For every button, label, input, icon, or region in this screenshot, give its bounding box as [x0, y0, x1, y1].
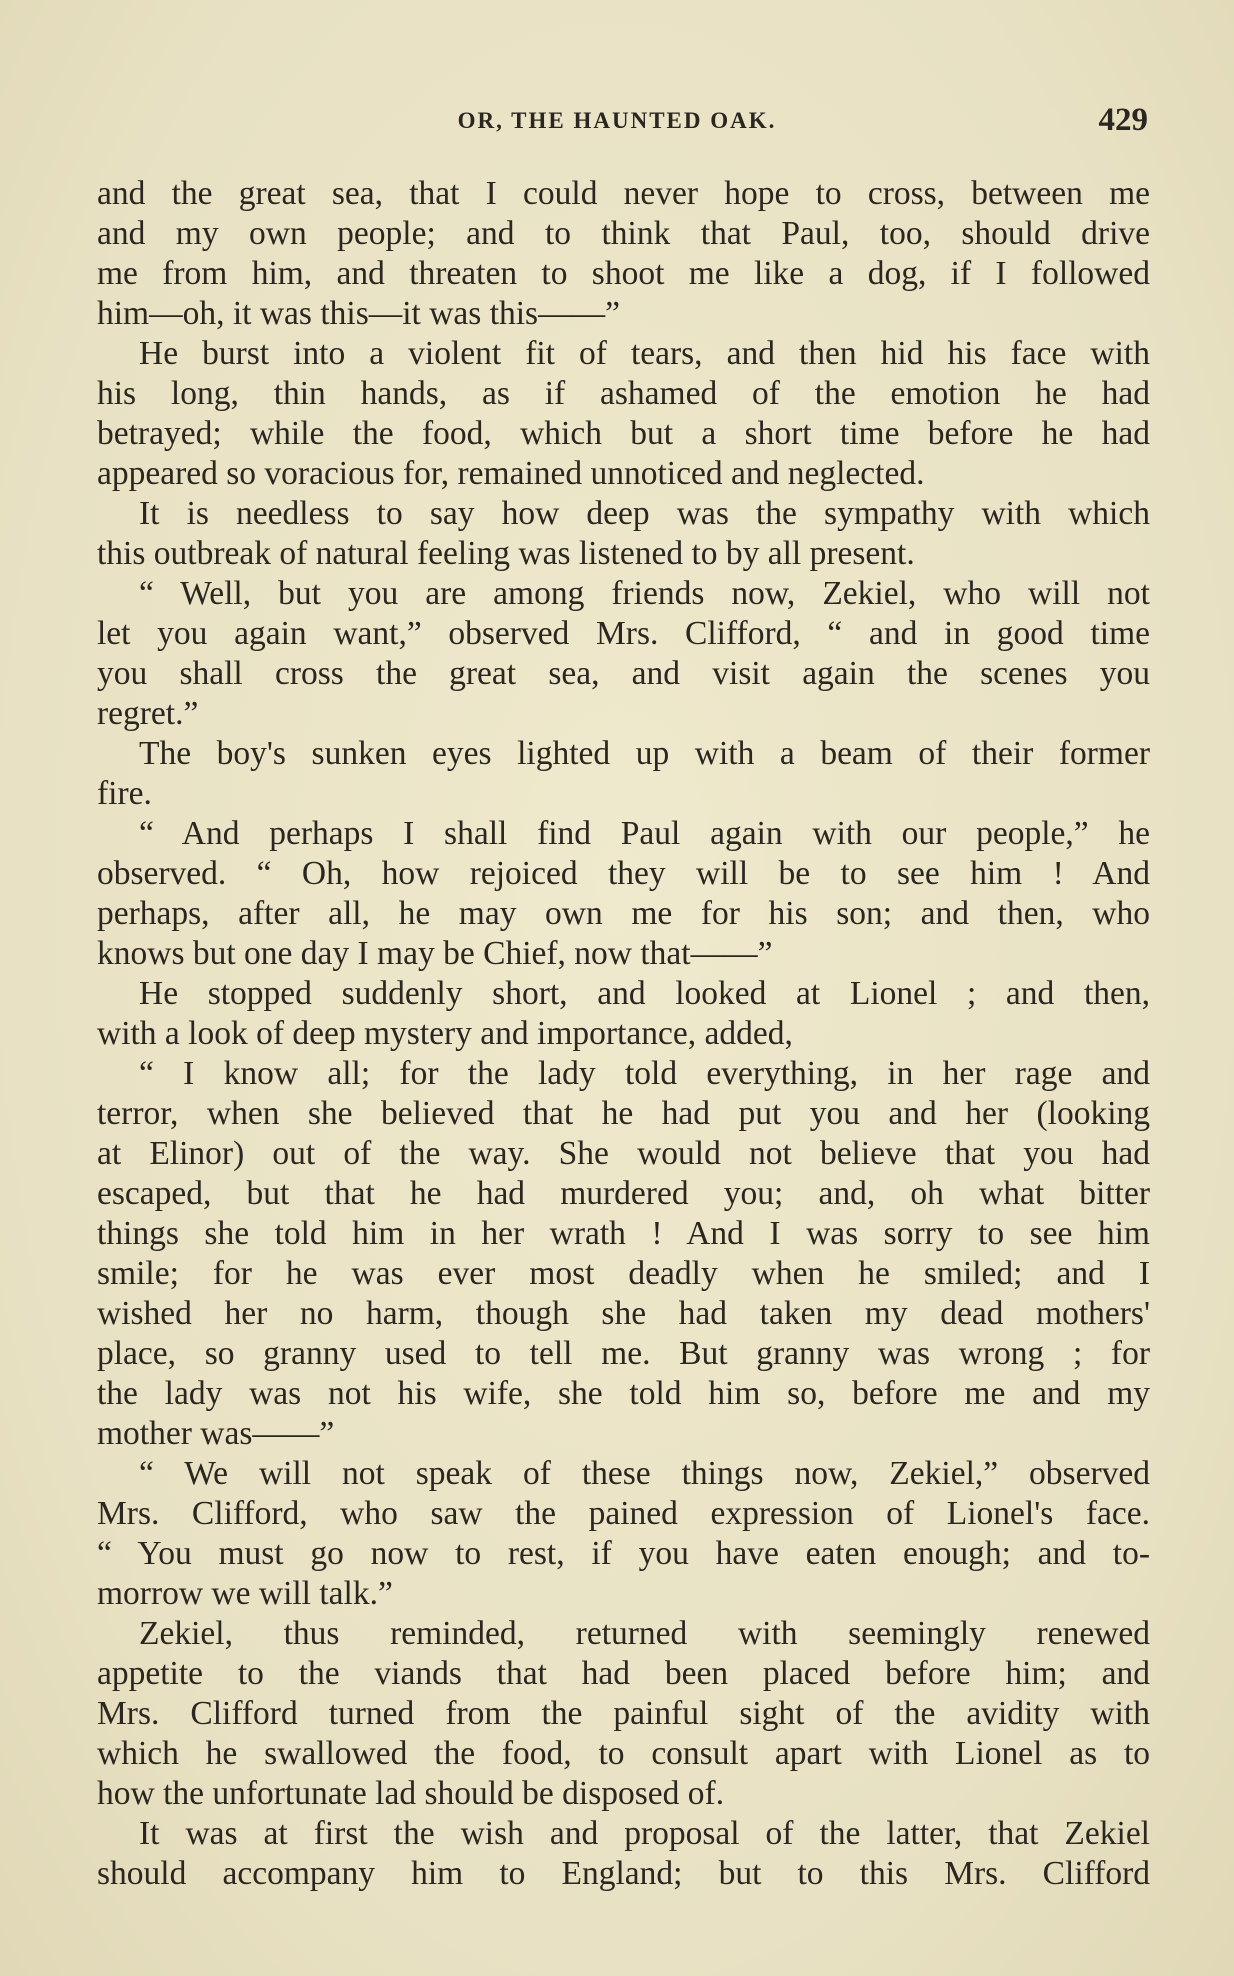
text-line: “ We will not speak of these things now, Zekiel,” observed: [139, 1455, 1150, 1492]
text-line: let you again want,” observed Mrs. Clifford, “ and in good time: [97, 615, 1150, 652]
text-line: Mrs. Clifford turned from the painful sight of the avidity with: [97, 1695, 1150, 1732]
text-line: regret.”: [97, 695, 199, 732]
text-line: terror, when she believed that he had put you and her (looking: [97, 1095, 1150, 1132]
text-line: wished her no harm, though she had taken my dead mothers': [97, 1295, 1150, 1332]
text-line: betrayed; while the food, which but a short time before he had: [97, 415, 1150, 452]
text-line: how the unfortunate lad should be disposed of.: [97, 1775, 725, 1812]
page-number: 429: [1098, 102, 1148, 138]
text-line: escaped, but that he had murdered you; and, oh what bitter: [97, 1175, 1150, 1212]
text-line: Zekiel, thus reminded, returned with seemingly renewed: [139, 1615, 1150, 1652]
text-line: him—oh, it was this—it was this——”: [97, 295, 620, 332]
text-line: perhaps, after all, he may own me for his son; and then, who: [97, 895, 1150, 932]
text-line: appetite to the viands that had been placed before him; and: [97, 1655, 1150, 1692]
text-line: He stopped suddenly short, and looked at Lionel ; and then,: [139, 975, 1150, 1012]
text-line: Mrs. Clifford, who saw the pained expression of Lionel's face.: [97, 1495, 1150, 1532]
text-line: The boy's sunken eyes lighted up with a beam of their former: [139, 735, 1150, 772]
text-line: the lady was not his wife, she told him so, before me and my: [97, 1375, 1150, 1412]
text-line: and my own people; and to think that Paul, too, should drive: [97, 215, 1150, 252]
text-line: things she told him in her wrath ! And I was sorry to see him: [97, 1215, 1150, 1252]
text-line: this outbreak of natural feeling was listened to by all present.: [97, 535, 915, 572]
text-line: It was at first the wish and proposal of the latter, that Zekiel: [139, 1815, 1150, 1852]
text-line: and the great sea, that I could never hope to cross, between me: [97, 175, 1150, 212]
text-line: his long, thin hands, as if ashamed of the emotion he had: [97, 375, 1150, 412]
text-line: place, so granny used to tell me. But granny was wrong ; for: [97, 1335, 1150, 1372]
body-text: [97, 174, 1150, 1894]
text-line: fire.: [97, 775, 152, 812]
text-line: knows but one day I may be Chief, now that——”: [97, 935, 773, 972]
running-head: OR, THE HAUNTED OAK.: [457, 108, 777, 133]
text-line: appeared so voracious for, remained unnoticed and neglected.: [97, 455, 925, 492]
text-line: He burst into a violent fit of tears, and then hid his face with: [139, 335, 1150, 372]
text-line: at Elinor) out of the way. She would not believe that you had: [97, 1135, 1150, 1172]
text-line: observed. “ Oh, how rejoiced they will be to see him ! And: [97, 855, 1150, 892]
text-line: should accompany him to England; but to this Mrs. Clifford: [97, 1855, 1150, 1892]
text-line: “ I know all; for the lady told everything, in her rage and: [139, 1055, 1150, 1092]
text-line: “ Well, but you are among friends now, Zekiel, who will not: [139, 575, 1150, 612]
text-line: which he swallowed the food, to consult apart with Lionel as to: [97, 1735, 1150, 1772]
text-line: with a look of deep mystery and importance, added,: [97, 1015, 793, 1052]
text-line: “ You must go now to rest, if you have eaten enough; and to-: [97, 1535, 1150, 1572]
text-line: you shall cross the great sea, and visit again the scenes you: [97, 655, 1150, 692]
text-line: “ And perhaps I shall find Paul again with our people,” he: [139, 815, 1150, 852]
text-line: It is needless to say how deep was the sympathy with which: [139, 495, 1150, 532]
text-line: mother was——”: [97, 1415, 335, 1452]
text-line: me from him, and threaten to shoot me like a dog, if I followed: [97, 255, 1150, 292]
text-line: morrow we will talk.”: [97, 1575, 393, 1612]
text-line: smile; for he was ever most deadly when he smiled; and I: [97, 1255, 1150, 1292]
